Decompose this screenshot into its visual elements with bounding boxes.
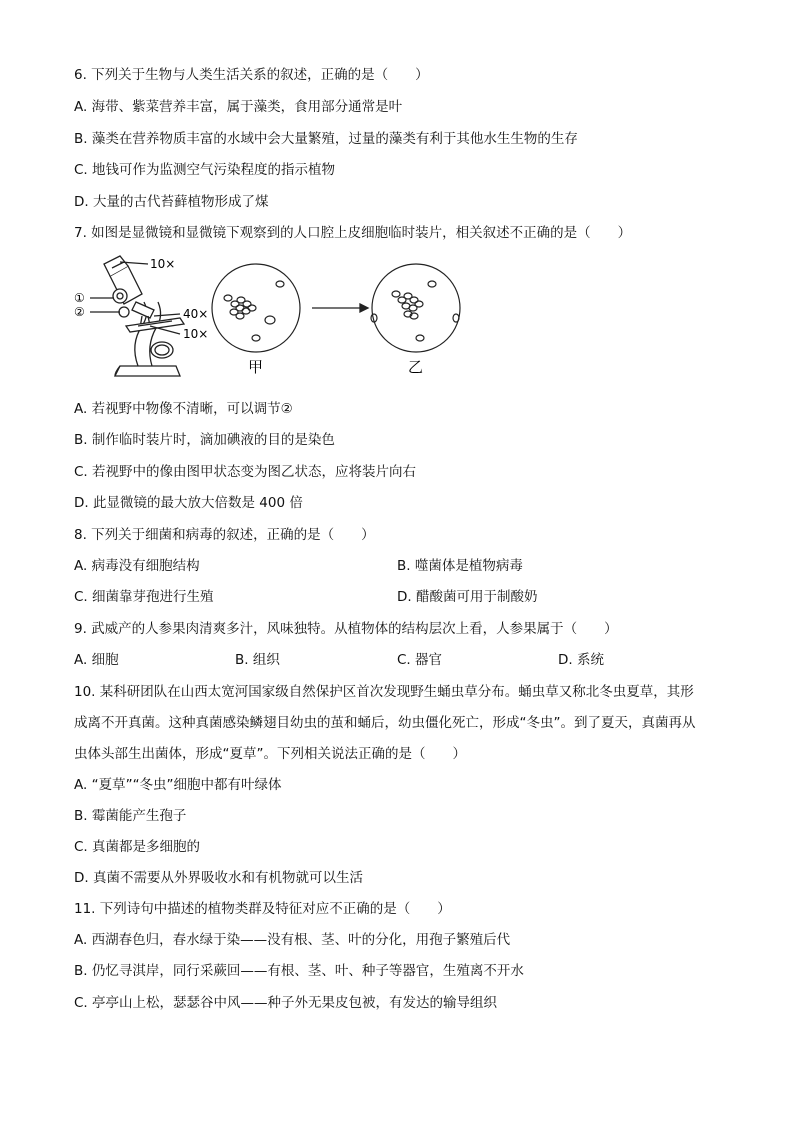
q10-option-c: C. 真菌都是多细胞的 <box>74 839 201 855</box>
q8-stem: 8. 下列关于细菌和病毒的叙述，正确的是（ ） <box>74 527 375 543</box>
q9-stem: 9. 武威产的人参果肉清爽多汁，风味独特。从植物体的结构层次上看，人参果属于（ ） <box>74 621 618 637</box>
objective-high-label: 40× <box>183 307 209 321</box>
q8-option-b: B. 噬菌体是植物病毒 <box>397 558 523 574</box>
q10-option-b: B. 霉菌能产生孢子 <box>74 808 187 824</box>
microscope-figure <box>74 254 460 384</box>
q10-option-d: D. 真菌不需要从外界吸收水和有机物就可以生活 <box>74 870 363 886</box>
objective-low-label: 10× <box>183 327 209 341</box>
q8-option-a: A. 病毒没有细胞结构 <box>74 558 200 574</box>
q10-option-a: A. “夏草”“冬虫”细胞中都有叶绿体 <box>74 777 282 793</box>
q9-option-b: B. 组织 <box>235 652 280 668</box>
q10-stem-line-3: 虫体头部生出菌体，形成“夏草”。下列相关说法正确的是（ ） <box>74 746 466 762</box>
q8-option-c: C. 细菌靠芽孢进行生殖 <box>74 589 214 605</box>
q11-option-b: B. 仍忆寻淇岸，同行采蕨回——有根、茎、叶、种子等器官，生殖离不开水 <box>74 963 524 979</box>
q11-option-c: C. 亭亭山上松，瑟瑟谷中风——种子外无果皮包被，有发达的输导组织 <box>74 995 498 1011</box>
q7-stem: 7. 如图是显微镜和显微镜下观察到的人口腔上皮细胞临时装片，相关叙述不正确的是（ ） <box>74 225 632 241</box>
label-2: ② <box>74 305 85 319</box>
q7-option-c: C. 若视野中的像由图甲状态变为图乙状态，应将装片向右 <box>74 464 417 480</box>
q6-option-b: B. 藻类在营养物质丰富的水域中会大量繁殖，过量的藻类有利于其他水生生物的生存 <box>74 131 578 147</box>
arrow-right-icon <box>312 304 368 312</box>
field-yi <box>371 264 460 352</box>
q7-option-b: B. 制作临时装片时，滴加碘液的目的是染色 <box>74 432 335 448</box>
q6-option-a: A. 海带、紫菜营养丰富，属于藻类，食用部分通常是叶 <box>74 99 403 115</box>
q6-option-d: D. 大量的古代苔藓植物形成了煤 <box>74 194 269 210</box>
q9-option-d: D. 系统 <box>558 652 604 668</box>
q11-stem: 11. 下列诗句中描述的植物类群及特征对应不正确的是（ ） <box>74 901 451 917</box>
field-jia <box>212 264 300 352</box>
q6-option-c: C. 地钱可作为监测空气污染程度的指示植物 <box>74 162 336 178</box>
q11-option-a: A. 西湖春色归，春水绿于染——没有根、茎、叶的分化，用孢子繁殖后代 <box>74 932 511 948</box>
microscope-figure-svg <box>74 254 460 384</box>
label-jia: 甲 <box>248 358 264 376</box>
q10-stem-line-1: 10. 某科研团队在山西太宽河国家级自然保护区首次发现野生蛹虫草分布。蛹虫草又称北冬虫夏草，其形 <box>74 684 694 700</box>
q9-option-a: A. 细胞 <box>74 652 119 668</box>
q8-option-d: D. 醋酸菌可用于制酸奶 <box>397 589 538 605</box>
microscope-icon <box>90 256 184 376</box>
q7-option-a: A. 若视野中物像不清晰，可以调节② <box>74 401 293 417</box>
q7-option-d: D. 此显微镜的最大放大倍数是 400 倍 <box>74 495 303 511</box>
eyepiece-label: 10× <box>150 257 176 271</box>
q6-stem: 6. 下列关于生物与人类生活关系的叙述，正确的是（ ） <box>74 67 429 83</box>
q10-stem-line-2: 成离不开真菌。这种真菌感染鳞翅目幼虫的茧和蛹后，幼虫僵化死亡，形成“冬虫”。到了夏天，真菌再从 <box>74 715 696 731</box>
label-1: ① <box>74 291 85 305</box>
q9-option-c: C. 器官 <box>397 652 443 668</box>
label-yi: 乙 <box>408 358 424 376</box>
